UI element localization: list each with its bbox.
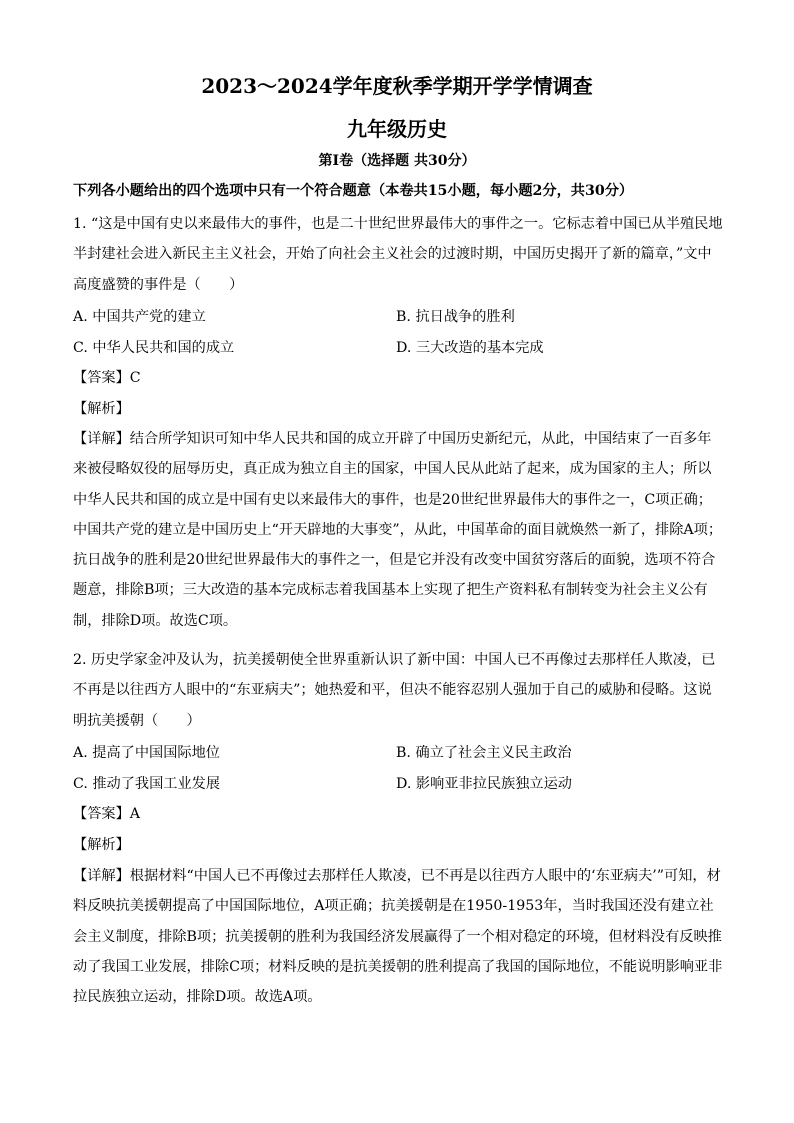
question-2-analysis-label: 【解析】 <box>73 837 130 853</box>
question-2-stem: 2. 历史学家金冲及认为，抗美援朝使全世界重新认识了新中国：中国人已不再像过去那样任人欺凌，已不再是以往西方人眼中的“东亚病夫”；她热爱和平，但决不能容忍别人强加于自己的威胁和侵略。这说明抗美援朝（ ） <box>73 652 716 729</box>
question-1-analysis-label: 【解析】 <box>73 401 130 417</box>
question-1-detail: 【详解】结合所学知识可知中华人民共和国的成立开辟了中国历史新纪元，从此，中国结束了一百多年来被侵略奴役的屈辱历史，真正成为独立自主的国家，中国人民从此站了起来，成为国家的主人；所以中华人民共和国的成立是中国有史以来最伟大的事件，也是20世纪世界最伟大的事件之一，C项正确；中国共产党的建立是中国历史上“开天辟地的大事变”，从此，中国革命的面目就焕然一新了，排除A项；抗日战争的胜利是20世纪世界最伟大的事件之一，但是它并没有改变中国贫穷落后的面貌，选项不符合题意，排除B项；三大改造的基本完成标志着我国基本上实现了把生产资料私有制转变为社会主义公有制，排除D项。故选C项。 <box>73 431 723 629</box>
subject-title: 九年级历史 <box>347 117 447 141</box>
option-c: C. 中华人民共和国的成立 <box>73 340 235 356</box>
exam-title: 2023～2024学年度秋季学期开学学情调查 <box>201 74 593 98</box>
question-1-stem: 1. “这是中国有史以来最伟大的事件，也是二十世纪世界最伟大的事件之一。它标志着中国已从半殖民地半封建社会进入新民主主义社会，开始了向社会主义社会的过渡时期，中国历史揭开了新的篇章，”文中高度盛赞的事件是（ ） <box>73 216 723 293</box>
option-b: B. 抗日战争的胜利 <box>396 309 515 325</box>
section-title: 第Ⅰ卷（选择题 共30分） <box>318 153 476 169</box>
question-2-detail: 【详解】根据材料“中国人已不再像过去那样任人欺凌，已不再是以往西方人眼中的‘东亚病夫’”可知，材料反映抗美援朝提高了中国国际地位，A项正确；抗美援朝是在1950-1953年，当时我国还没有建立社会主义制度，排除B项；抗美援朝的胜利为我国经济发展赢得了一个相对稳定的环境，但材料没有反映推动了我国工业发展，排除C项；材料反映的是抗美援朝的胜利提高了我国的国际地位，不能说明影响亚非拉民族独立运动，排除D项。故选A项。 <box>73 868 723 1006</box>
option-d: D. 三大改造的基本完成 <box>396 340 544 356</box>
instruction: 下列各小题给出的四个选项中只有一个符合题意（本卷共15小题，每小题2分，共30分） <box>73 183 634 199</box>
question-1-answer: 【答案】C <box>73 370 141 386</box>
option-c: C. 推动了我国工业发展 <box>73 776 221 792</box>
option-d: D. 影响亚非拉民族独立运动 <box>396 776 572 792</box>
question-2-answer: 【答案】A <box>73 806 140 822</box>
option-a: A. 中国共产党的建立 <box>73 309 206 325</box>
option-a: A. 提高了中国国际地位 <box>73 745 220 761</box>
option-b: B. 确立了社会主义民主政治 <box>396 745 572 761</box>
